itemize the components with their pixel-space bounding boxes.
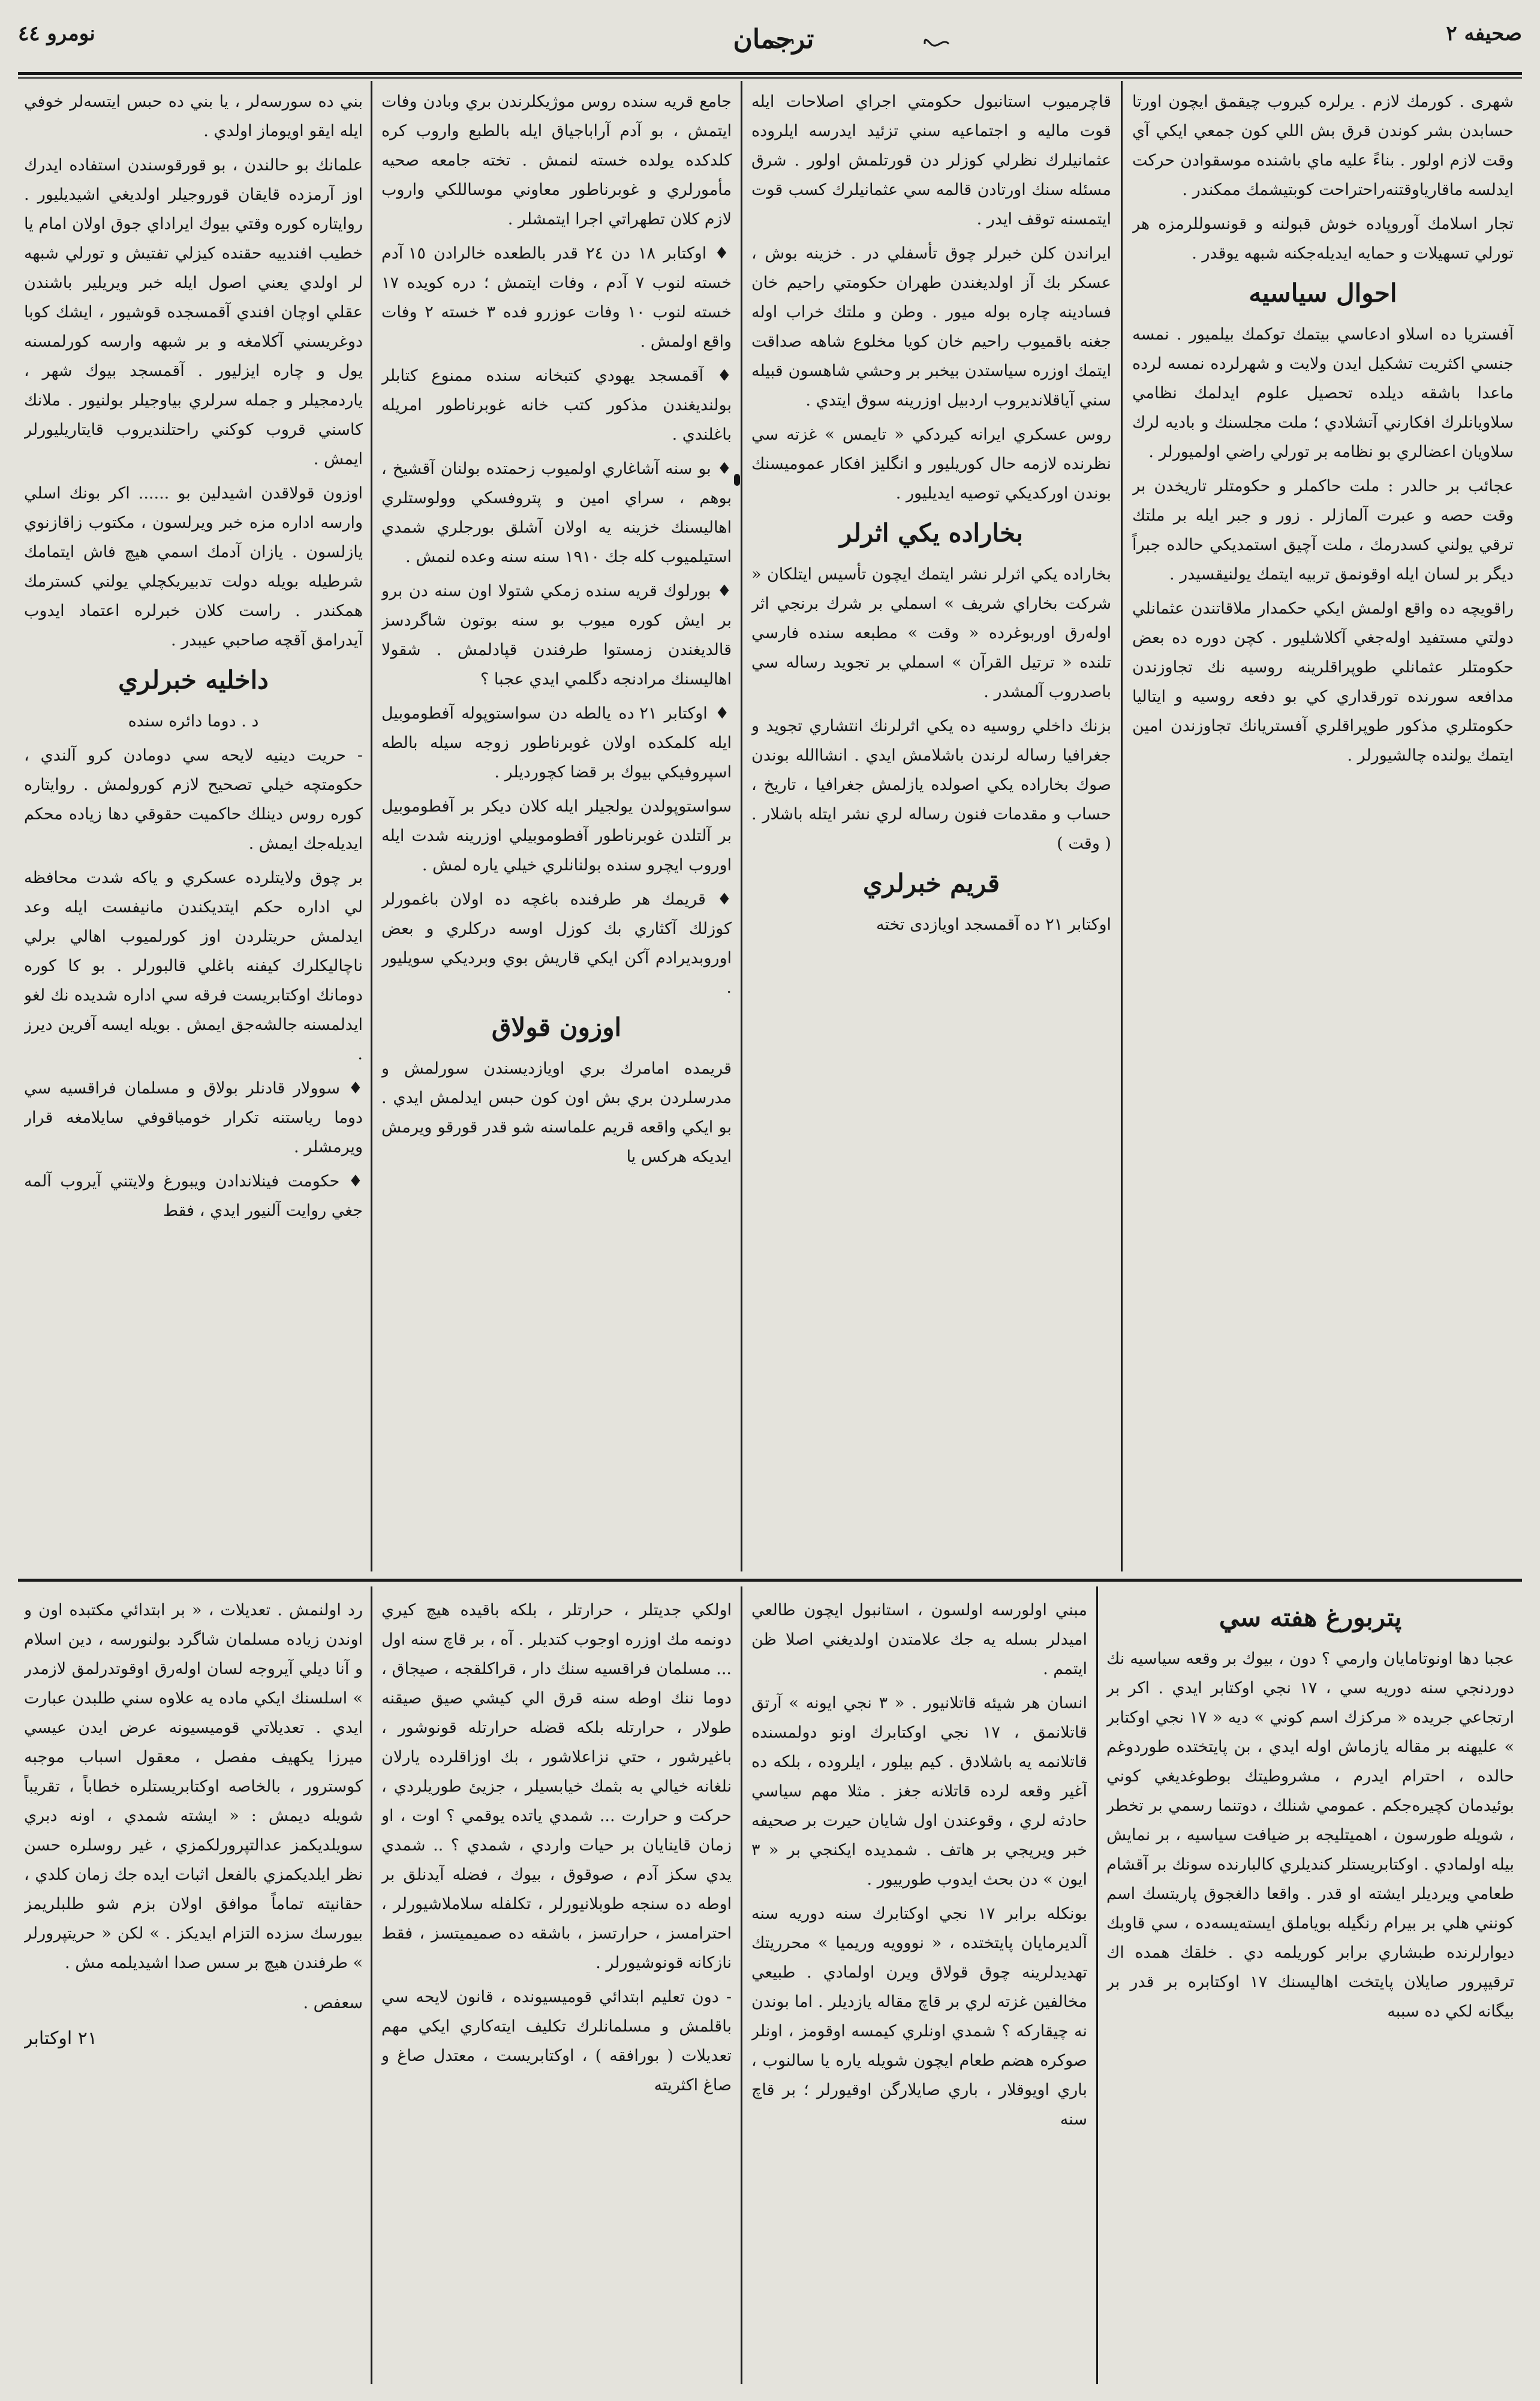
column-divider [1121, 81, 1123, 1571]
paragraph: راقويچه ده واقع اولمش ايكي حكمدار ملاقاتندن عثمانلي دولتي مستفيد اولەجغي آكلاشليور . كچن دوره ده بعض حكومتلر عثمانلي طوپراقلرينه روسيه نك تجاوزندن مدافعه سورنده تورقداري كي بو دفعه روسيه و ايتاليا حكومتلري مذكور طوپراقلري آفستريانك تجاوزندن امين ايتمك يولنده چالشيورلر . [1132, 599, 1514, 765]
paragraph: شهری . كورمك لازم . يرلرە كيروب چيقمق ايچون اورتا حسابدن بشر كوندن قرق بش اللي كون جمعي ايكي آي وقت لازم اولور . بناءً عليه ماي باشنده موسقوادن حركت ايدلسە ماقارياوقتنەراحتراحت كوبتيشمك ممكندر . [1132, 92, 1514, 199]
paragraph: رد اولنمش . تعديلات ، « بر ابتدائي مكتبده اون و اوندن زياده مسلمان شاگرد بولنورسه ، دين اسلام و آنا ديلي آيروجه لسان اولەرق اوقوتدرلمق لازمدر » اسلسنك ايكي ماده يه علاوه سني طلبدن عبارت ايدي . تعديلاتي قوميسيونه عرض ايدن عيسي ميرزا يكهيف مفصل ، معقول اسباب موجبه كوسترور ، بالخاصه اوكتابريستلره خطاباً ، تقريباً شويله ديمش : « ايشته شمدي ، اونه دبري سويلديكمز عدالتپرورلكمزي ، غير روسلره حسن نظر ايلديكمزي بالفعل اثبات ايده جك زمان كلدي ، حقانيته تماماً موافق اولان بزم شو طلبلريمز بيورسك سزده التزام ايديكز . » لكن « حريتپرورلر » طرفندن هيچ بر سس صدا اشيديلمه مش . [24, 1601, 363, 1972]
column-divider [1096, 1586, 1098, 2384]
paragraph: آفستريا ده اسلاو ادعاسي بيتمك توكمك بيلميور . نمسه جنسي اكثريت تشكيل ايدن ولايت و شهرلرده نمسه لرده ماعدا باشقه ديلده تحصيل علوم ايدلمك نظامي سلاويانلرك افكارني آتشلادي ؛ ملت مجلسنك و باديه لرك سلاويان اعضالري بو نظامه بر تورلي راضي اولميورلر . [1132, 325, 1514, 461]
author-signature: سعفص . [303, 1994, 363, 2012]
paragraph: بخاراده يكي اثرلر نشر ايتمك ايچون تأسيس ايتلكان « شركت بخاراي شريف » اسملي بر شرك برنجي اثر اولەرق اوربوغرده « وقت » مطبعه سنده فارسي تلنده « ترتيل القرآن » اسملي بر تجويد رساله سي باصدروب آلمشدر . [751, 565, 1111, 701]
paragraph: ♦ قريمك هر طرفنده باغچه ده اولان باغمورلر كوزلك آكثاري بك كوزل اوسه دركلري و بعض اوروبديرادم آكن ايكي قاريش بوي وبرديكي سويليور . [381, 890, 732, 997]
feuilleton-column-4 [24, 1595, 363, 2384]
paragraph: - دون تعليم ابتدائي قوميسيونده ، قانون لايحه سي باقلمش و مسلمانلرك تكليف ايتەكاري ايكي مهم تعديلات ( بورافقه ) ، اوكتابريست ، معتدل صاغ و صاغ اكثريته [381, 1988, 732, 2095]
paragraph: بني ده سورسەلر ، يا بني ده حبس ايتسەلر خوفي ايله ايقو اويوماز اولدي . [24, 92, 363, 140]
paragraph: جامع قريه سنده روس موژيكلرندن بري وبادن وفات ايتمش ، بو آدم آراباجياق ايله بالطبع واروب كره كلدكده يولده خسته لنمش . تخته جامعه صحيه مأمورلري و غوبرناطور معاوني موساللكي واروب لازم كلان تطهراتي اجرا ايتمشلر . [381, 92, 732, 229]
paragraph: ♦ اوكتابر ١٨ دن ٢٤ قدر بالطعده خالرادن ١٥ آدم خسته لنوب ٧ آدم ، وفات ايتمش ؛ دره كويده ١٧ خسته لنوب ١٠ وفات عوزرو فده ٣ خسته ٢ وفات واقع اولمش . [381, 244, 732, 351]
paragraph: ايراندن كلن خبرلر چوق تأسفلي در . خزينه بوش ، عسكر بك آز اولديغندن طهران حكومتي راحيم خان فسادينه چاره بوله ميور . وطن و ملتك خراب اوله جغنه باقميوب راحيم خان كويا مخلوع شاهه صداقت ايتمك اوزره سياستدن بيخبر بر وحشي شاهسون قبيله سني آياقلانديروب اردبيل اوزرينه سوق ايتدي . [751, 244, 1111, 410]
column-divider [371, 1586, 372, 2384]
paragraph: اوزون قولاقدن اشيدلين بو ...... اكر بونك اسلي وارسه اداره مزه خبر ويرلسون ، مكتوب زاقازنوي يازلسون . يازان آدمك اسمي هيچ فاش ايتمامك شرطيله بويله دولت تدبيريكچلي يولني كسترمك همكندر . راست كلان خبرلره اعتماد ايدوب آيدرامق آقچه صاحبي عيبدر . [24, 484, 363, 650]
ornament-icon [768, 36, 794, 52]
section-heading: اوزون قولاق [491, 1012, 622, 1042]
article-column-2 [751, 87, 1111, 1571]
paragraph: ♦ بو سنه آشاغاري اولميوب زحمتده بولنان آقشيخ ، بوهم ، سراي امين و پتروفسكي وولوستلري اهاليسنك خزينه يه اولان آشلق بورجلري شمدي استيلميوب كله جك ١٩١٠ سنه سنه وعده لنمش . [381, 459, 732, 566]
paragraph: قريمده امامرك بري اويازديسندن سورلمش و مدرسلردن بري بش اون كون حبس ايدلمش ايدي . بو ايكي واقعه قريم علماسنه شو قدر قورقو ويرمش ايديكه هركس يا [381, 1059, 732, 1166]
newspaper-title: ترجمان [733, 24, 814, 55]
paragraph: روس عسكري ايرانه كيردكي « تايمس » غزته سي نظرنده لازمه حال كوريليور و انگليز افكار عموميسنك بوندن اوركديكي توصيه ايديليور . [751, 425, 1111, 503]
section-heading: پتربورغ هفته سي [1219, 1603, 1402, 1632]
feuilleton-column-2 [751, 1595, 1087, 2384]
ornament-icon [924, 36, 950, 52]
page-number: صحیفه ۲ [1446, 22, 1522, 46]
paragraph: علمانك بو حالندن ، بو قورقوسندن استفاده ايدرك اوز آرمزده قايقان قوروجيلر اولديغي اشيديليور . روايتاره كوره وقتي بيوك ايراداي جوق اولان امام يا خطيب افندييه حقنده كيزلي تفتيش و تورلي شبهه لر اولدي يعني اصول ايله خبر ويريلير باشندن عقلي اوچان افندي آقمسجده قوشيور ، ايشك كوبا دوغريسني آكلامغه و بر شبهه وارسه كورلمسنه يول و چاره ايزليور . آقمسجد بيوك شهر ، ياردمجيلر و جمله سرلري بياوجيلر بولنيور . ملانك كاسني قروب كوكني راحتلنديروب قايتاريليورلر ايمش . [24, 156, 363, 468]
paragraph: انسان هر شيئه قاتلانيور . « ٣ نجي ايونه » آرتق قاتلانمق ، ١٧ نجي اوكتابرك اونو دولمسنده قاتلانمه يه باشلادق . كيم بيلور ، ايلروده ، بلكه ده آغير وقعه لرده قاتلانه جغز . مثلا مهم سياسي حادثه لري ، وقوعندن اول شايان حيرت بر صحيفه خبر ويريجي بر هاتف . شمديده ايكنجي بر « ٣ ايون » دن بحث ايدوب طورييور . [751, 1694, 1087, 1889]
paragraph: عجائب بر حالدر : ملت حاكملر و حكومتلر تاريخدن بر وقت حصه و عبرت آلمازلر . زور و جبر ايله بر ملتك ترقي يولني كسدرمك ، ملت آچيق استمديكي حالده جبراً ديگر بر لسان ايله اوقونمق تربيه ايتمك يولنيقسيدر . [1132, 477, 1514, 584]
paragraph: ♦ آقمسجد يهودي كتبخانه سنده ممنوع كتابلر بولنديغندن مذكور كتب خانه غوبرناطور امريله باغلندي . [381, 366, 732, 444]
paragraph: ♦ سوولار قادنلر بولاق و مسلمان فراقسيه سي دوما رياستنه تكرار خومياقوفي سايلامغه قرار ويرمشلر . [24, 1079, 363, 1156]
paragraph: بزنك داخلي روسيه ده يكي اثرلرنك انتشاري تجويد و جغرافيا رساله لرندن باشلامش ايدي . انشاالله بوندن صوك بخاراده يكي اصولده يازلمش جغرافيا ، تاريخ ، حساب و مقدمات فنون رساله لري نشر ايتله باشلار . ( وقت ) [751, 717, 1111, 853]
article-column-4 [24, 87, 363, 1571]
column-divider [741, 1586, 742, 2384]
feuilleton-column-3 [381, 1595, 732, 2384]
paragraph: تجار اسلامك آوروپاده خوش قبولنه و قونسوللرمزه هر تورلي تسهيلات و حمايه ايدیلەجكنه شبهه يوقدر . [1132, 215, 1514, 263]
paragraph: ♦ حكومت فينلاندادن ويبورغ ولايتني آيروب آلمه جغي روايت آلنيور ايدي ، فقط [24, 1172, 363, 1220]
paragraph: سواستوپولدن يولجيلر ايله كلان ديكر بر آفطوموبيل بر آلتلدن غوبرناطور آفطوموبيلي اوزرينه شدت ايله اوروب ايچرو سنده بولنانلري خيلي ياره لمش . [381, 797, 732, 875]
feuilleton-column-1 [1106, 1592, 1514, 2384]
issue-number: نومرو ٤٤ [18, 22, 95, 46]
paragraph: ♦ بورلوك قريه سنده زمكي شتولا اون سنه دن برو بر ايش كوره ميوب بو سنه بوتون شاگردسز قالديغندن زمستوا طرفندن قپادلمش . شقولا اهاليسنك مرادنجه دگلمي ايدي عجبا ؟ [381, 582, 732, 689]
section-subheading: د . دوما دائره سنده [128, 712, 259, 731]
paragraph: ♦ اوكتابر ٢١ ده يالطه دن سواستوپوله آفطوموبيل ايله كلمكده اولان غوبرناطور زوجه سيله بالطه اسپروفيكي بيوك بر قضا كچورديلر . [381, 704, 732, 782]
paragraph: عجبا دها اونوتامايان وارمي ؟ دون ، بيوك بر وقعه سياسيه نك دوردنجي سنه دوريه سي ، ١٧ نجي اوكتابر ايدي . اكر بر ارتجاعي جريده « مركزك اسم كوني » ديه « ١٧ نجي اوكتابر » عليهنه بر مقاله يازماش اوله ايدي ، بن پايتختده طوردوغم حالده ، احترام ايدرم ، مشروطيتك بوطوغديغي كوني بوئيدمان كچيرەجكم . عمومي شنلك ، دوتنما رسمي بر تخطر ، شويله طورسون ، اهميتليجه بر ضيافت سياسيه ، بر نمايش بيله اولمادي . اوكتابريستلر كنديلري كالبارنده سونك بر آقشام طعامي ويرديلر ايشته او قدر . واقعا دالغجوق پاريتسك اسم كونني هلي بر بيرام رنگيله بوياملق ايستەيسەده ، سي قاوبك ديوارلرنده طبشاري برابر كوريلمه دي . خلقك همده اك ترقيپرور صايلان پايتخت اهاليسنك ١٧ اوكتابره بر قدر بر بيگانه لكي ده سببه [1106, 1649, 1514, 2021]
paragraph: اولكي جديتلر ، حرارتلر ، بلكه باقيده هيچ كيري دونمه مك اوزره اوجوب كتديلر . آه ، بر قاچ سنه اول ... مسلمان فراقسيه سنك دار ، قراكلقجه ، صيجاق ، دوما ننك اوطه سنه قرق الي كيشي صيق صيقنه طولار ، حرارتله بلكه قضله حرارتله قونوشور ، باغيرشور ، حتي نزاعلاشور ، بك اوزاقلرده يارلان نلغانه خيالي به بثمك خيابسيلر ، جزيئ طوريلردي ، حركت و حرارت ... شمدي ياتده يوقمي ؟ اوت ، او زمان قاينايان بر حيات واردي ، شمدي ؟ .. شمدي يدي سكز آدم ، صوقوق ، بيوك ، فضله آيدنلق بر اوطه ده سنجه طوبلانيورلر ، تكلفله سلاملاشيورلر ، احترامسز ، حرارتسز ، باشقه ده صميميتسز ، فقط نازكانه قونوشيورلر . [381, 1601, 732, 1972]
section-heading: احوال سياسيه [1249, 278, 1397, 308]
paragraph: اوكتابر ٢١ ده آقمسجد اويازدی تختە [876, 915, 1111, 934]
section-heading: بخاراده يكي اثرلر [840, 518, 1023, 548]
column-divider [741, 81, 742, 1571]
section-rule [18, 1579, 1522, 1582]
masthead-rule [18, 72, 1522, 75]
section-heading: قريم خبرلري [862, 869, 1000, 898]
paragraph: مبني اولورسه اولسون ، استانبول ايچون طالعي اميدلر بسله يه جك علامتدن اولديغني اصلا ظن ايتمم . [751, 1601, 1087, 1678]
article-column-1 [1132, 87, 1514, 1571]
column-divider [371, 81, 372, 1571]
paragraph: قاچرميوب استانبول حكومتي اجراي اصلاحات ايله قوت ماليه و اجتماعيه سني تزئيد ايدرسه ايلروده عثمانيلرك نظرلي كوزلر دن قورتلمش اولور . شرق مسئله سنك اورتادن قالمه سي عثمانيلرك كسب قوت ايتمسنه توقف ايدر . [751, 92, 1111, 229]
section-heading: داخليه خبرلري [118, 665, 269, 695]
paragraph: بونكله برابر ١٧ نجي اوكتابرك سنه دوريه سنه آلديرمايان پايتختده ، « نووويه وريميا » محرريتك تهديدلرينه چوق قولاق ويرن اولمادي . طبيعي مخالفين غزته لري بر قاچ مقاله يازديلر . اما بوندن نه چيقاركه ؟ شمدي اونلري كيمسه اوقومز ، اونلر صوكره هضم طعام ايچون شويله ياره يا سالنوب ، باري اويوقلار ، باري صايلارگن اوقيورلر ؛ بر قاچ سنه [751, 1904, 1087, 2129]
article-date: ٢١ اوكتابر [24, 2028, 97, 2049]
print-smudge [734, 474, 740, 486]
paragraph: - حريت دينيه لايحه سي دومادن كرو آلندي ، حكومتچه خيلي تصحيح لازم كورولمش . روايتاره كوره روس دينلك حاكميت حقوقي دها زياده محكم ايدیلەجك ايمش . [24, 746, 363, 853]
article-column-3 [381, 87, 732, 1571]
paragraph: بر چوق ولايتلرده عسكري و ياكه شدت محافظه لي اداره حكم ايتديكندن مانيفست ايله وعد ايدلمش حريتلردن اوز كورلميوب اهالي برلي ناچاليكلرك كيفنه باغلي قالبورلر . بو كا كوره دومانك اوكتابريست فرقه سي اداره شديده نك لغو ايدلمسنه جالشەجق ايمش . بويله ايسه آفرين ديرز . [24, 869, 363, 1063]
masthead-rule [18, 77, 1522, 79]
